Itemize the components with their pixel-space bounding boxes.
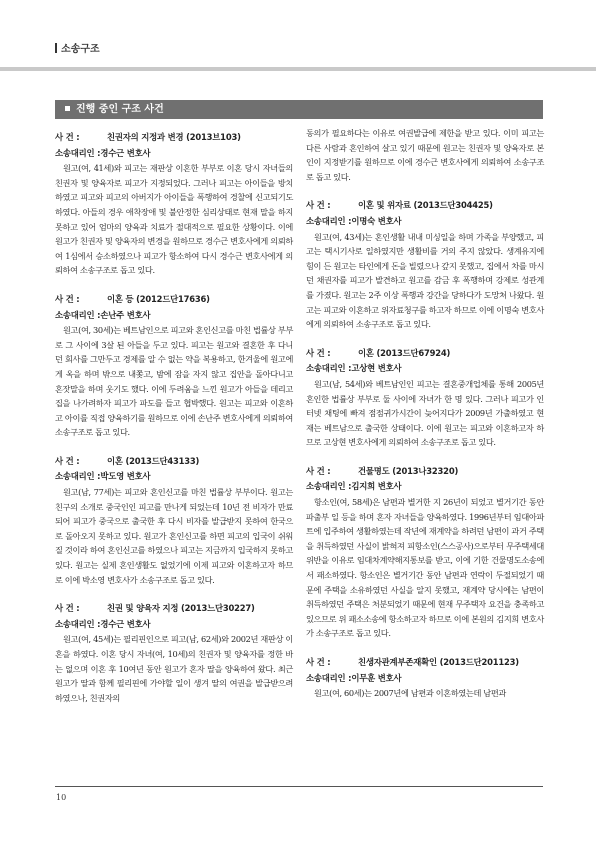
header-bar-icon bbox=[55, 43, 57, 53]
case-entry bbox=[306, 464, 544, 641]
case-agent: 소송대리인 :손난주 변호사 bbox=[55, 309, 151, 320]
case-entry bbox=[55, 292, 293, 440]
running-header bbox=[55, 40, 100, 55]
case-body: 원고(여, 45세)는 필리핀인으로 피고(남, 62세)와 2002년 재판상 이혼을 하였다. 이혼 당시 자녀(여, 10세)의 친권자 및 양육자를 정한 바는 없으며 이혼 후 10여년 동안 원고가 혼자 딸을 양육하여 왔다. 최근 원고가 딸과 함께 필리핀에 가야할 일이 생겨 딸의 여권을 발급받으려 하였으나, 친권자의 bbox=[55, 634, 293, 703]
case-body: 원고(여, 41세)와 피고는 재판상 이혼한 부부로 이혼 당시 자녀들의 친권자 및 양육자로 피고가 지정되었다. 그러나 피고는 아이들을 방치하였고 피고와 피고의 아버지가 아이들을 폭행하여 경찰에 신고되기도 하였다. 아들의 경우 애착장애 및 불안정한 심리상태로 현재 말을 하지 못하고 있어 엄마의 양육과 치료가 절대적으로 필요한 상황이다. 이에 원고가 친권자 및 양육자의 변경을 원하므로 경수근 변호사에게 의뢰하여 1심에서 승소하였으나 피고가 항소하여 다시 경수근 변호사에게 의뢰하여 소송구조로 돕고 있다. bbox=[55, 163, 293, 276]
case-agent: 소송대리인 :김지희 변호사 bbox=[306, 481, 402, 492]
bottom-rule bbox=[55, 786, 543, 787]
left-column bbox=[55, 126, 293, 719]
case-title: 사 건 : 친생자관계부존재확인 (2013드단201123) bbox=[306, 657, 519, 667]
case-title: 사 건 : 이혼 (2013드단67924) bbox=[306, 347, 451, 358]
case-agent: 소송대리인 :이무훈 변호사 bbox=[306, 672, 402, 683]
case-body: 원고(남, 54세)와 베트남인인 피고는 결혼중개업체를 통해 2005년 혼인한 법률상 부부로 둘 사이에 자녀가 한 명 있다. 그러나 피고가 인터넷 채팅에 빠져 점점귀가시간이 늦어지다가 2009년 가출하였고 현재는 베트남으로 출국한 상태이다. 이에 원고는 피고와 이혼하고자 하므로 고상현 변호사에게 의뢰하여 소송구조로 돕고 있다. bbox=[306, 378, 544, 448]
case-title: 사 건 : 이혼 및 위자료 (2013드단304425) bbox=[306, 200, 493, 211]
case-body: 원고(남, 77세)는 피고와 혼인신고를 마친 법률상 부부이다. 원고는 친구의 소개로 중국인인 피고를 만나게 되었는데 10년 전 비자가 만료되어 피고가 중국으로 출국한 후 다시 비자를 발급받지 못하여 한국으로 돌아오지 못하고 있다. 원고가 혼인신고를 하면 피고의 입국이 쉬워질 것이라 하여 혼인신고를 하였으나 피고는 지금까지 입국하지 못하고 있다. 원고는 실제 혼인생활도 없었기에 이제 피고와 이혼하고자 하므로 이에 박소영 변호사가 소송구조로 돕고 있다. bbox=[55, 487, 293, 585]
case-entry bbox=[306, 346, 544, 450]
case-continuation bbox=[306, 126, 544, 184]
case-body: 원고(여, 43세)는 혼인생활 내내 미싱일을 하며 가족을 부양했고, 피고는 택시기사로 일하였지만 생활비를 거의 주지 않았다. 생계유지에 힘이 든 원고는 타인에게 돈을 빌렸으나 갚지 못했고, 집에서 차를 마시던 채권자를 피고가 발견하고 원고를 감금 후 폭행하며 강제로 성관계를 가졌다. 원고는 2주 이상 폭행과 강간을 당하다가 도망쳐 나왔다. 원고는 피고와 이혼하고 위자료청구를 하고자 하므로 이에 이명숙 변호사에게 의뢰하여 소송구조로 돕고 있다. bbox=[306, 231, 544, 330]
case-title: 사 건 : 친권 및 양육자 지정 (2013느단30227) bbox=[55, 603, 255, 614]
case-entry bbox=[55, 601, 293, 705]
case-title: 사 건 : 친권자의 지정과 변경 (2013브103) bbox=[55, 132, 241, 142]
case-title: 사 건 : 이혼 등 (2012드단17636) bbox=[55, 293, 210, 304]
case-body: 항소인(여, 58세)은 남편과 별거한 지 26년이 되었고 별거기간 동안 파출부 일 등을 하며 혼자 자녀들을 양육하였다. 1996년부터 임대아파트에 입주하여 생활하였는데 작년에 재계약을 하려던 남편이 과거 주택을 취득하였던 사실이 밝혀져 피항소인(스스공사)으로부터 무주택세대 위반을 이유로 임대차계약해지통보를 받고, 이에 기한 건물명도소송에서 패소하였다. 항소인은 별거기간 동안 남편과 연락이 두절되었기 때문에 주택을 소유하였던 사실을 알지 못했고, 재계약 당시에는 남편이 취득하였던 주택은 처분되었기 때문에 현재 무주택자 요건을 충족하고 있으므로 위 패소소송에 항소하고자 하므로 이에 본원의 김지희 변호사가 소송구조로 돕고 있다. bbox=[306, 497, 544, 639]
section-title: 진행 중인 구조 사건 bbox=[76, 104, 164, 115]
case-agent: 소송대리인 :경수근 변호사 bbox=[55, 147, 151, 158]
case-agent: 소송대리인 :경수근 변호사 bbox=[55, 618, 151, 629]
case-title: 사 건 : 건물명도 (2013나32320) bbox=[306, 465, 459, 476]
header-title: 소송구조 bbox=[61, 44, 100, 55]
case-body: 원고(여, 60세)는 2007년에 남편과 이혼하였는데 남편과 bbox=[314, 688, 506, 699]
top-rule bbox=[0, 67, 596, 71]
case-entry bbox=[55, 454, 293, 587]
square-bullet-icon bbox=[65, 106, 70, 111]
case-agent: 소송대리인 :이명숙 변호사 bbox=[306, 215, 402, 226]
case-body: 원고(여, 30세)는 베트남인으로 피고와 혼인신고를 마친 법률상 부부로 그 사이에 3살 된 아들을 두고 있다. 피고는 원고와 결혼한 후 다니던 회사를 그만두고 경제를 알 수 없는 약을 복용하고, 한겨울에 원고에게 옥을 하며 밖으로 내쫓고, 밤에 잠을 자지 않고 집안을 돌아다니고 혼잣말을 하며 웃기도 했다. 이에 두려움을 느낀 원고가 아들을 데리고 집을 나가려하자 피고가 파도를 들고 협박했다. 원고는 피고와 이혼하고 아이를 직접 양육하기를 원하므로 이에 손난주 변호사에게 의뢰하여 소송구조로 돕고 있다. bbox=[55, 325, 293, 438]
case-agent: 소송대리인 :고상현 변호사 bbox=[306, 363, 402, 374]
case-entry bbox=[306, 198, 544, 331]
case-entry bbox=[55, 130, 293, 278]
right-column bbox=[306, 126, 544, 715]
case-body: 동의가 필요하다는 이유로 여권발급에 제한을 받고 있다. 이미 피고는 다른 사람과 혼인하여 살고 있기 때문에 원고는 친권자 및 양육자로 본인이 지정받기를 원하므로 이에 경수근 변호사에게 의뢰하여 소송구조로 돕고 있다. bbox=[306, 128, 544, 182]
case-title: 사 건 : 이혼 (2013드단43133) bbox=[55, 455, 200, 466]
section-heading bbox=[55, 100, 543, 119]
page-number: 10 bbox=[56, 793, 67, 802]
case-entry bbox=[306, 655, 544, 701]
case-agent: 소송대리인 :박도영 변호사 bbox=[55, 471, 151, 482]
